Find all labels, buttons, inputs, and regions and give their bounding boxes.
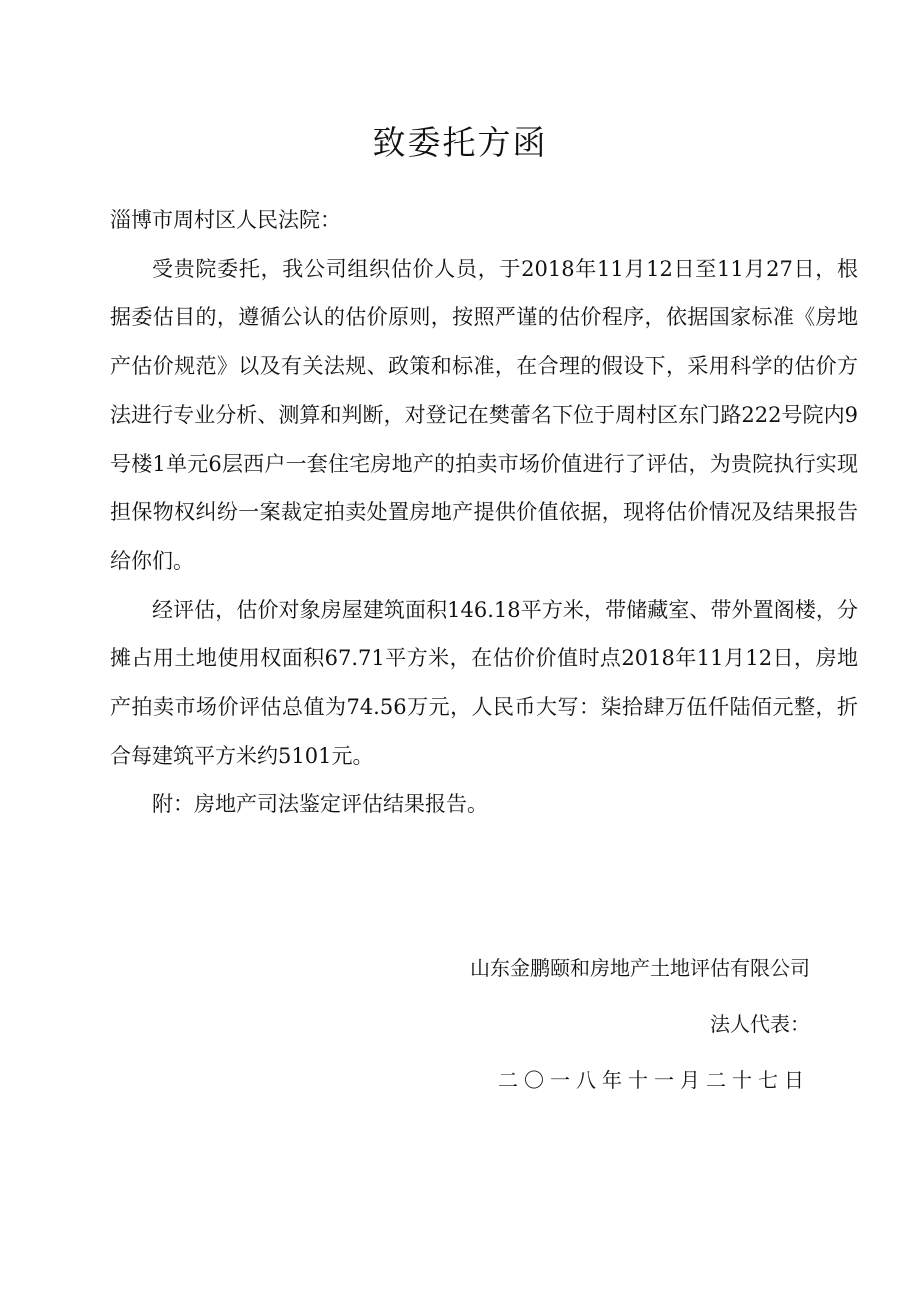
letter-body (110, 196, 858, 829)
paragraph-commission: 受贵院委托，我公司组织估价人员，于2018年11月12日至11月27日，根据委估目的，遵循公认的估价原则，按照严谨的估价程序，依据国家标准《房地产估价规范》以及有关法规、政策和标准，在合理的假设下，采用科学的估价方法进行专业分析、测算和判断，对登记在樊蕾名下位于周村区东门路222号院内9号楼1单元6层西户一套住宅房地产的拍卖市场价值进行了评估，为贵院执行实现担保物权纠纷一案裁定拍卖处置房地产提供价值依据，现将估价情况及结果报告给你们。 (110, 256, 858, 573)
salutation: 淄博市周村区人民法院： (110, 208, 341, 232)
signature-block (470, 944, 810, 1112)
legal-representative-label: 法人代表： (710, 1012, 810, 1036)
paragraph-attachment: 附：房地产司法鉴定评估结果报告。 (152, 792, 488, 817)
signature-date: 二〇一八年十一月二十七日 (498, 1068, 810, 1092)
page-title: 致委托方函 (372, 123, 548, 162)
paragraph-valuation-result: 经评估，估价对象房屋建筑面积146.18平方米，带储藏室、带外置阁楼，分摊占用土地使用权面积67.71平方米，在估价价值时点2018年11月12日，房地产拍卖市场价评估总值为74.56万元，人民币大写：柒拾肆万伍仟陆佰元整，折合每建筑平方米约5101元。 (110, 597, 858, 768)
company-name: 山东金鹏颐和房地产土地评估有限公司 (470, 956, 810, 980)
